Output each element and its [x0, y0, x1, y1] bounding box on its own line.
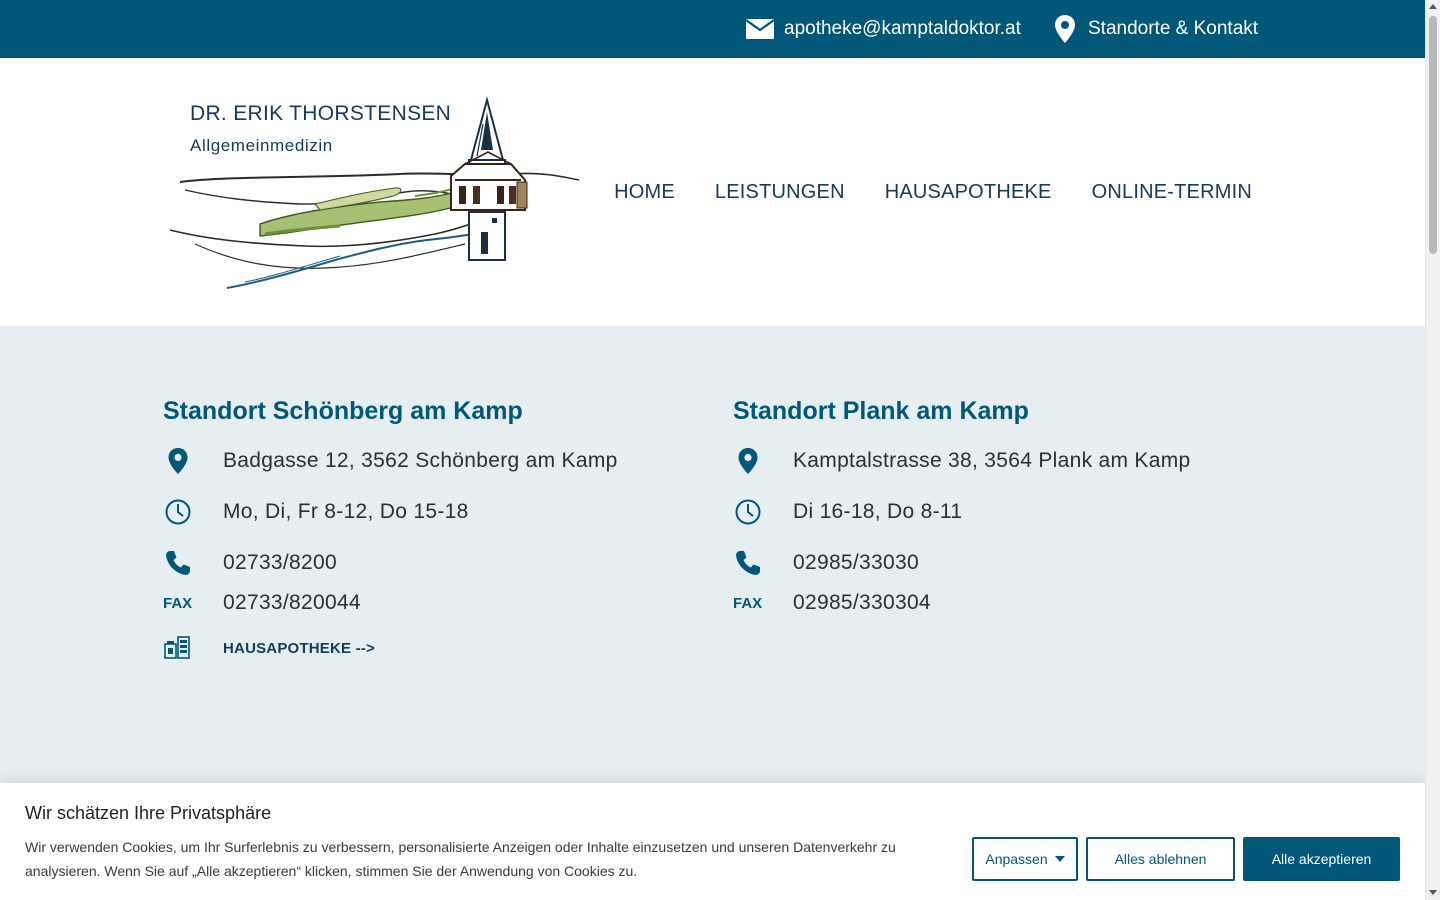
phone-value[interactable]: 02733/8200	[223, 551, 337, 574]
mail-icon	[746, 19, 774, 39]
nav-online-termin[interactable]: ONLINE-TERMIN	[1091, 180, 1252, 203]
fax-label: FAX	[733, 594, 763, 612]
customize-button[interactable]	[972, 837, 1078, 881]
top-bar	[0, 0, 1425, 58]
scrollbar-thumb[interactable]	[1429, 16, 1437, 254]
hours-row	[733, 497, 1233, 527]
hours-value: Di 16-18, Do 8-11	[793, 500, 963, 523]
pharmacy-link[interactable]: HAUSAPOTHEKE -->	[223, 639, 375, 657]
caret-down-icon	[1055, 856, 1065, 862]
fax-row	[733, 591, 1233, 615]
address-row	[163, 446, 663, 476]
pharmacy-row	[163, 634, 663, 662]
fax-label-icon	[163, 595, 223, 612]
fax-value: 02985/330304	[793, 591, 931, 614]
map-pin-icon	[733, 446, 793, 476]
map-pin-icon	[163, 446, 223, 476]
address-value: Kamptalstrasse 38, 3564 Plank am Kamp	[793, 449, 1191, 472]
reject-all-button[interactable]: Alles ablehnen	[1086, 837, 1235, 881]
fax-label: FAX	[163, 594, 193, 612]
phone-icon	[163, 548, 223, 578]
main-nav	[574, 58, 1252, 326]
nav-leistungen[interactable]: LEISTUNGEN	[714, 180, 845, 203]
location-title: Standort Plank am Kamp	[733, 397, 1029, 425]
location-schoenberg	[163, 394, 663, 657]
logo-title: DR. ERIK THORSTENSEN	[190, 102, 452, 125]
pharmacy-icon	[163, 634, 223, 662]
fax-value: 02733/820044	[223, 591, 361, 614]
scroll-up-arrow-icon[interactable]	[1429, 4, 1437, 9]
accept-all-button[interactable]: Alle akzeptieren	[1243, 837, 1400, 881]
map-pin-icon	[1054, 14, 1076, 44]
email-link[interactable]	[746, 0, 1021, 58]
fax-row	[163, 591, 663, 615]
site-header	[0, 58, 1425, 326]
cookie-text: Wir verwenden Cookies, um Ihr Surferlebnis zu verbessern, personalisierte Anzeigen oder Inhalte einzusetzen und unseren Datenverkehr zu analysieren. Wenn Sie auf „Alle akzeptieren“ klicken, stimmen Sie der Anwendung von Cookies zu.	[25, 839, 896, 879]
logo-subtitle: Allgemeinmedizin	[190, 136, 333, 155]
location-plank	[733, 394, 1233, 614]
phone-row	[733, 548, 1233, 578]
location-title: Standort Schönberg am Kamp	[163, 397, 523, 425]
nav-home[interactable]: HOME	[614, 180, 675, 203]
locations-contact-label: Standorte & Kontakt	[1088, 18, 1259, 39]
cookie-title: Wir schätzen Ihre Privatsphäre	[25, 803, 272, 823]
site-logo[interactable]	[165, 94, 585, 294]
nav-hausapotheke[interactable]: HAUSAPOTHEKE	[884, 180, 1052, 203]
scroll-down-arrow-icon[interactable]	[1429, 890, 1437, 895]
address-row	[733, 446, 1233, 476]
hours-value: Mo, Di, Fr 8-12, Do 15-18	[223, 500, 469, 523]
address-value: Badgasse 12, 3562 Schönberg am Kamp	[223, 449, 618, 472]
hours-row	[163, 497, 663, 527]
clock-icon	[733, 497, 793, 527]
page-scrollbar[interactable]	[1425, 0, 1440, 900]
phone-value[interactable]: 02985/33030	[793, 551, 919, 574]
clock-icon	[163, 497, 223, 527]
email-label: apotheke@kamptaldoktor.at	[784, 18, 1021, 39]
locations-contact-link[interactable]	[1054, 0, 1258, 58]
phone-icon	[733, 548, 793, 578]
phone-row	[163, 548, 663, 578]
customize-label: Anpassen	[985, 851, 1048, 867]
fax-label-icon	[733, 595, 793, 612]
cookie-banner	[0, 783, 1425, 900]
